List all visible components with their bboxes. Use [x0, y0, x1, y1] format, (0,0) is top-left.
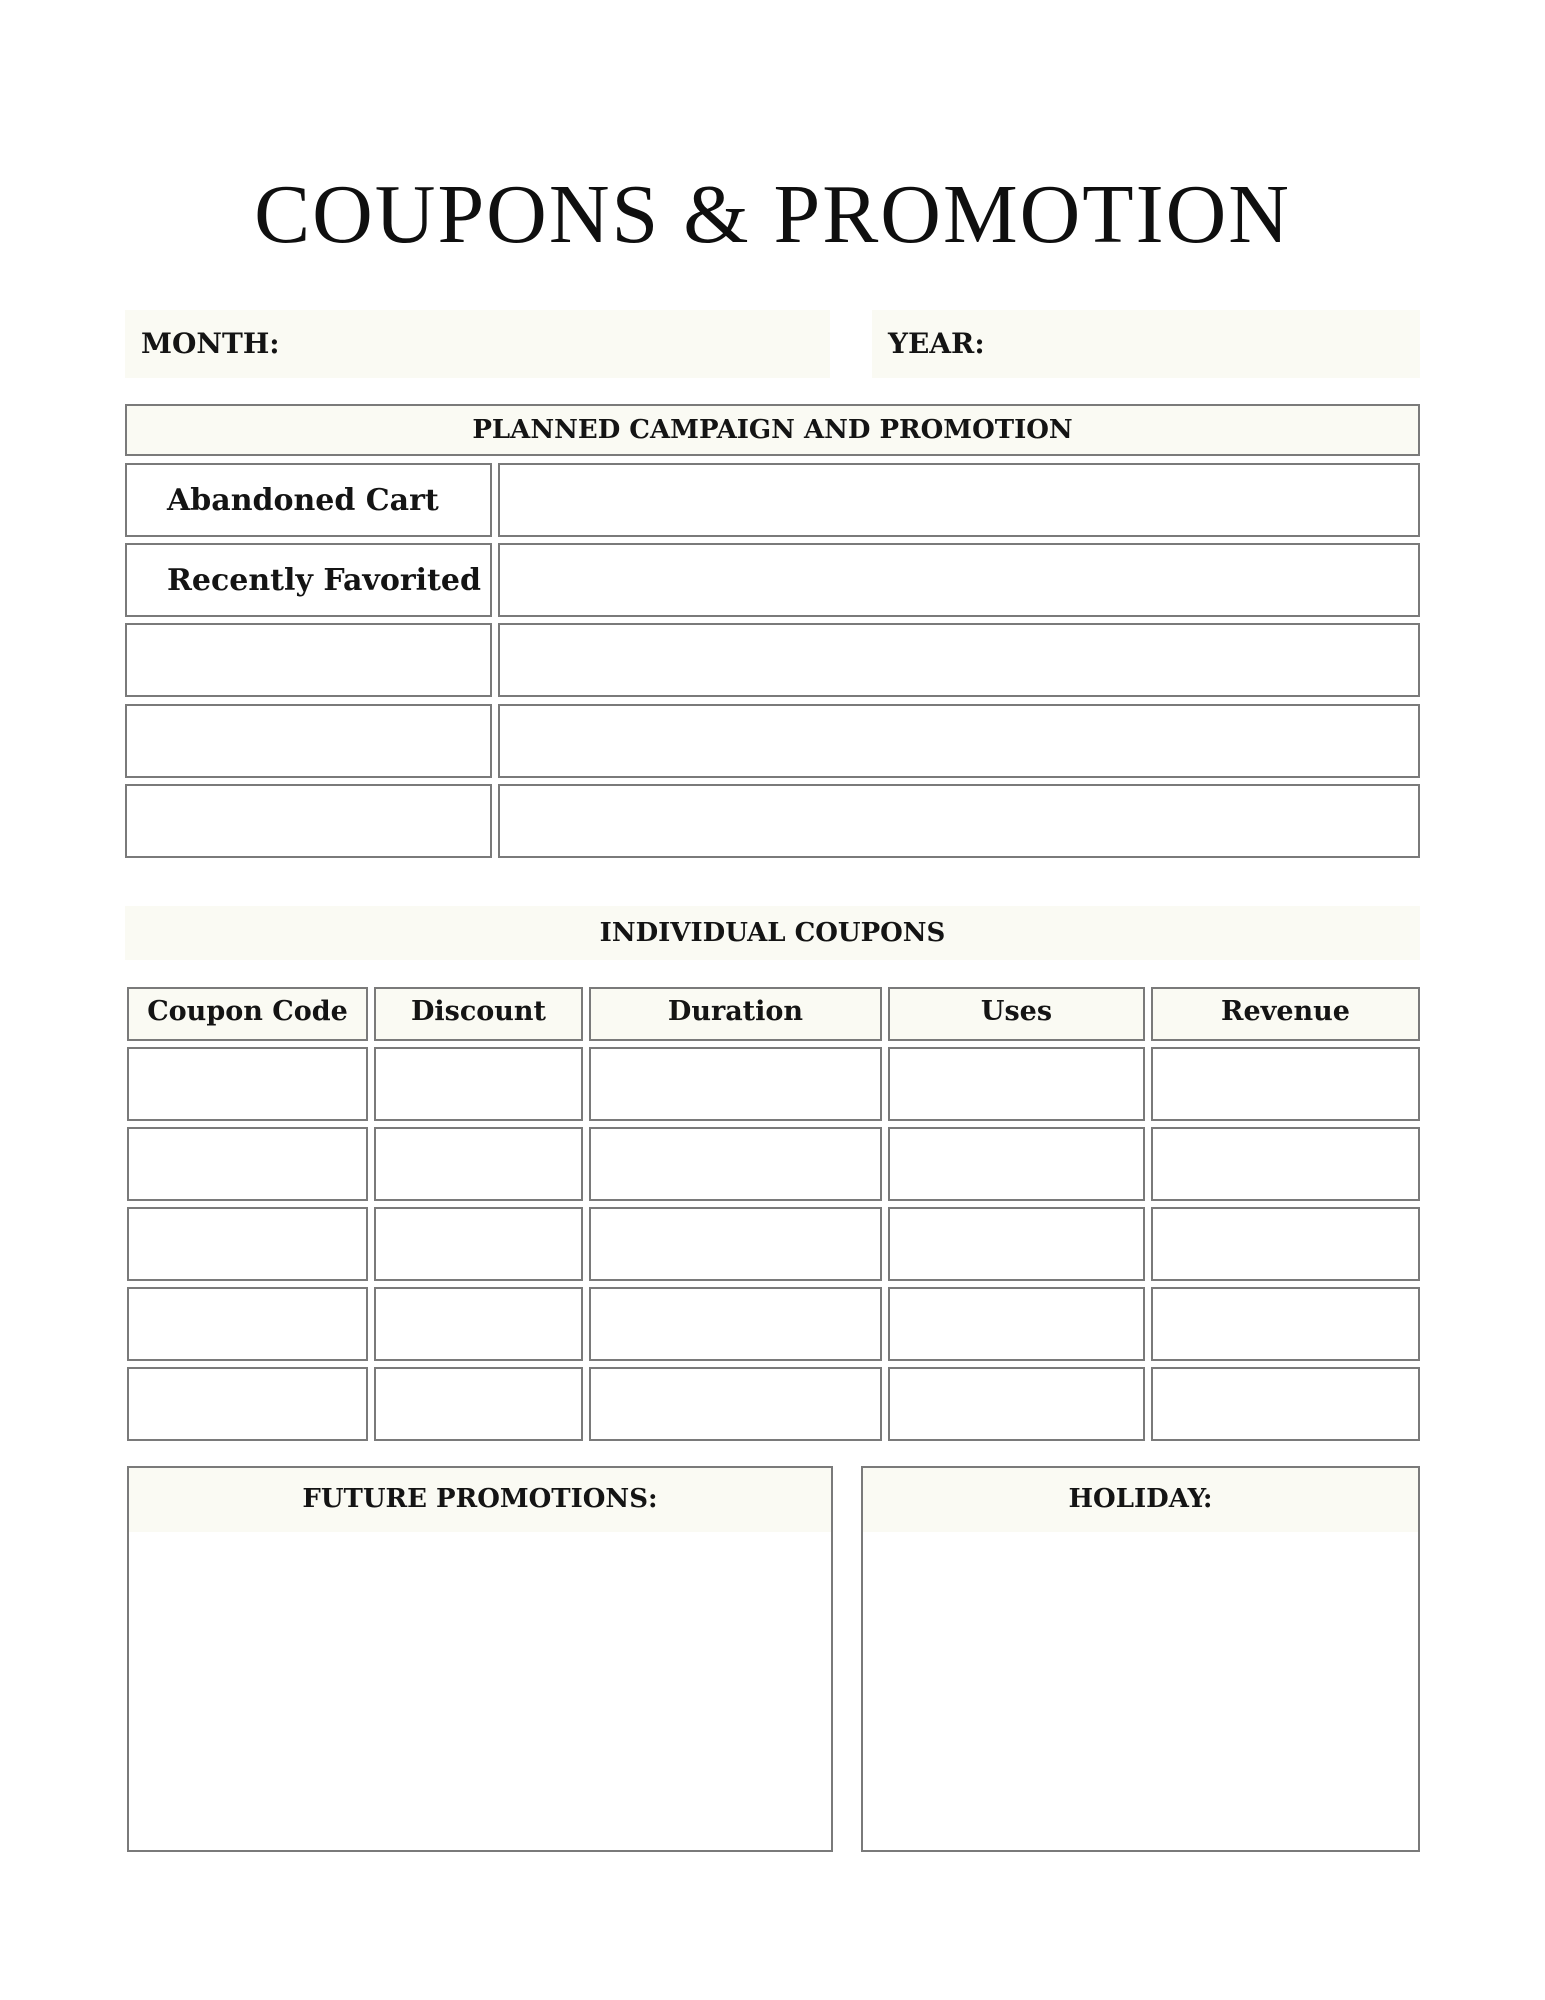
year-label: YEAR: — [888, 327, 985, 360]
duration-cell[interactable] — [589, 1047, 882, 1121]
revenue-cell[interactable] — [1151, 1287, 1420, 1361]
month-label: MONTH: — [141, 327, 280, 360]
duration-cell[interactable] — [589, 1127, 882, 1201]
duration-cell[interactable] — [589, 1207, 882, 1281]
future-promotions-label: FUTURE PROMOTIONS: — [129, 1468, 831, 1532]
campaign-row-label[interactable]: Abandoned Cart — [125, 463, 492, 537]
duration-cell[interactable] — [589, 1287, 882, 1361]
campaign-row-value[interactable] — [498, 623, 1420, 697]
column-header-revenue: Revenue — [1151, 987, 1420, 1041]
coupon-code-cell[interactable] — [127, 1367, 368, 1441]
campaign-row-value[interactable] — [498, 784, 1420, 858]
revenue-cell[interactable] — [1151, 1047, 1420, 1121]
duration-cell[interactable] — [589, 1367, 882, 1441]
month-field[interactable] — [125, 310, 830, 378]
coupon-code-cell[interactable] — [127, 1207, 368, 1281]
coupons-header: INDIVIDUAL COUPONS — [125, 906, 1420, 960]
year-field[interactable] — [872, 310, 1420, 378]
campaign-row-value[interactable] — [498, 543, 1420, 617]
uses-cell[interactable] — [888, 1367, 1145, 1441]
campaign-header: PLANNED CAMPAIGN AND PROMOTION — [125, 404, 1420, 456]
uses-cell[interactable] — [888, 1047, 1145, 1121]
column-header-duration: Duration — [589, 987, 882, 1041]
coupon-code-cell[interactable] — [127, 1127, 368, 1201]
discount-cell[interactable] — [374, 1287, 583, 1361]
campaign-row-label[interactable] — [125, 784, 492, 858]
discount-cell[interactable] — [374, 1127, 583, 1201]
campaign-row-label[interactable] — [125, 623, 492, 697]
discount-cell[interactable] — [374, 1367, 583, 1441]
future-promotions-panel[interactable] — [127, 1466, 833, 1852]
column-header-uses: Uses — [888, 987, 1145, 1041]
revenue-cell[interactable] — [1151, 1207, 1420, 1281]
page-title: COUPONS & PROMOTION — [254, 168, 1291, 261]
holiday-label: HOLIDAY: — [863, 1468, 1418, 1532]
campaign-row-value[interactable] — [498, 463, 1420, 537]
uses-cell[interactable] — [888, 1127, 1145, 1201]
uses-cell[interactable] — [888, 1207, 1145, 1281]
column-header-coupon-code: Coupon Code — [127, 987, 368, 1041]
uses-cell[interactable] — [888, 1287, 1145, 1361]
coupon-code-cell[interactable] — [127, 1047, 368, 1121]
discount-cell[interactable] — [374, 1047, 583, 1121]
discount-cell[interactable] — [374, 1207, 583, 1281]
campaign-row-label[interactable] — [125, 704, 492, 778]
column-header-discount: Discount — [374, 987, 583, 1041]
revenue-cell[interactable] — [1151, 1367, 1420, 1441]
campaign-row-label[interactable]: Recently Favorited — [125, 543, 492, 617]
coupon-code-cell[interactable] — [127, 1287, 368, 1361]
holiday-panel[interactable] — [861, 1466, 1420, 1852]
revenue-cell[interactable] — [1151, 1127, 1420, 1201]
campaign-row-value[interactable] — [498, 704, 1420, 778]
